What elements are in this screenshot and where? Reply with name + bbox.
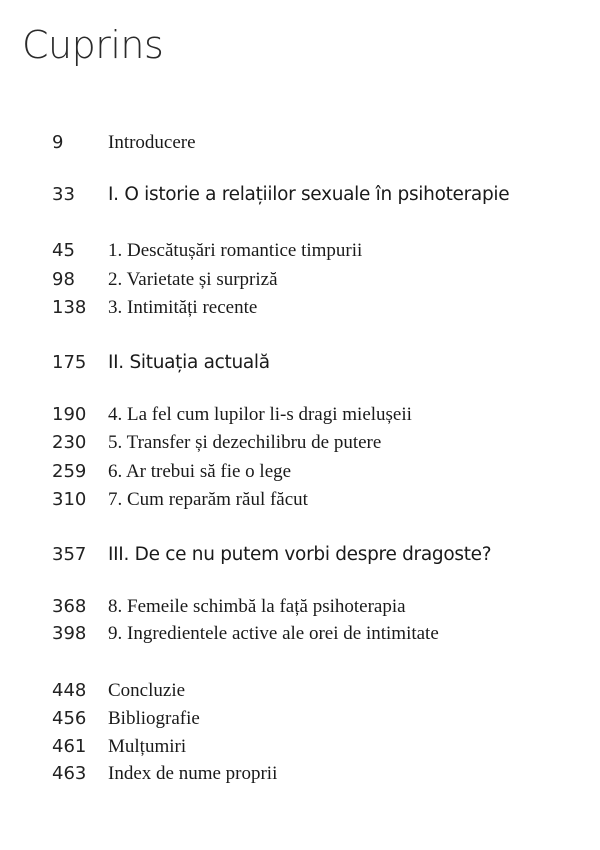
entry-label: 5. Transfer și dezechilibru de putere [108, 432, 382, 453]
page-number: 190 [52, 404, 87, 425]
toc-part-3[interactable] [0, 544, 600, 574]
toc-chapter-1[interactable] [0, 240, 600, 270]
page-number: 461 [52, 736, 87, 757]
toc-part-1[interactable] [0, 184, 600, 214]
toc-chapter-6[interactable] [0, 461, 600, 491]
page-number: 456 [52, 708, 87, 729]
toc-chapter-2[interactable] [0, 269, 600, 299]
entry-label: Concluzie [108, 680, 186, 701]
page-number: 398 [52, 623, 87, 644]
page-number: 45 [52, 240, 75, 261]
page-number: 230 [52, 432, 87, 453]
toc-chapter-9[interactable] [0, 623, 600, 653]
toc-chapter-5[interactable] [0, 432, 600, 462]
part-label: I. O istorie a relațiilor sexuale în psihoterapie [108, 184, 510, 205]
toc-chapter-7[interactable] [0, 489, 600, 519]
toc-entry-bibliografie[interactable] [0, 708, 600, 738]
entry-label: 3. Intimități recente [108, 297, 258, 318]
page-number: 463 [52, 763, 87, 784]
entry-label: Index de nume proprii [108, 763, 278, 784]
entry-label: Introducere [108, 132, 196, 153]
part-label: III. De ce nu putem vorbi despre dragoste? [108, 544, 492, 565]
toc-entry-index[interactable] [0, 763, 600, 793]
entry-label: Bibliografie [108, 708, 200, 729]
toc-entry-concluzie[interactable] [0, 680, 600, 710]
entry-label: 6. Ar trebui să fie o lege [108, 461, 292, 482]
entry-label: Mulțumiri [108, 736, 187, 757]
page-title: Cuprins [22, 23, 164, 67]
entry-label: 9. Ingredientele active ale orei de intimitate [108, 623, 439, 644]
toc-part-2[interactable] [0, 352, 600, 382]
entry-label: 2. Varietate și surpriză [108, 269, 278, 290]
page-number: 368 [52, 596, 87, 617]
toc-entry-introducere[interactable] [0, 132, 600, 162]
toc-chapter-3[interactable] [0, 297, 600, 327]
page-number: 33 [52, 184, 75, 205]
entry-label: 1. Descătușări romantice timpurii [108, 240, 363, 261]
toc-entry-multumiri[interactable] [0, 736, 600, 766]
entry-label: 7. Cum reparăm răul făcut [108, 489, 308, 510]
page-number: 175 [52, 352, 87, 373]
entry-label: 8. Femeile schimbă la față psihoterapia [108, 596, 406, 617]
page-number: 259 [52, 461, 87, 482]
entry-label: 4. La fel cum lupilor li-s dragi mielușeii [108, 404, 412, 425]
page-number: 98 [52, 269, 75, 290]
toc-chapter-4[interactable] [0, 404, 600, 434]
toc-chapter-8[interactable] [0, 596, 600, 626]
page-number: 9 [52, 132, 64, 153]
page-number: 357 [52, 544, 87, 565]
page-number: 138 [52, 297, 87, 318]
page-number: 310 [52, 489, 87, 510]
page-number: 448 [52, 680, 87, 701]
part-label: II. Situația actuală [108, 352, 270, 373]
